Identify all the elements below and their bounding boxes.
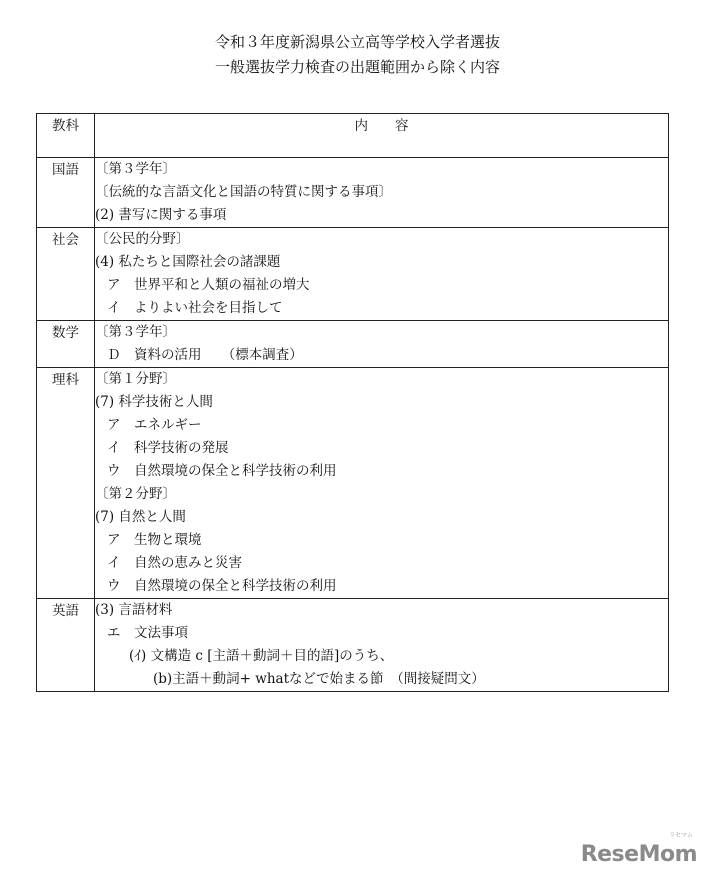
- content-line: エ 文法事項: [107, 625, 188, 641]
- content-line: (7) 自然と人間: [95, 509, 186, 525]
- content-line: イ 自然の恵みと災害: [107, 555, 242, 571]
- content-line: (4) 私たちと国際社会の諸課題: [95, 254, 281, 270]
- table-row-english: [37, 599, 669, 692]
- subject-cell: 数学: [37, 321, 95, 368]
- content-cell: [95, 321, 669, 368]
- content-cell: [95, 368, 669, 599]
- content-line: イ よりよい社会を目指して: [107, 300, 283, 316]
- table-row-science: [37, 368, 669, 599]
- content-line: (ｲ) 文構造 c [主語＋動詞＋目的語]のうち、: [129, 648, 394, 664]
- content-line: 〔第３学年〕: [95, 324, 176, 340]
- table-row-social-studies: [37, 228, 669, 321]
- content-line: (2) 書写に関する事項: [95, 207, 227, 223]
- content-line: ウ 自然環境の保全と科学技術の利用: [107, 463, 337, 479]
- subject-cell: 英語: [37, 599, 95, 692]
- content-line: ウ 自然環境の保全と科学技術の利用: [107, 578, 337, 594]
- subject-cell: 理科: [37, 368, 95, 599]
- table-row-math: [37, 321, 669, 368]
- content-line: (3) 言語材料: [95, 602, 173, 618]
- table-header-row: [37, 114, 669, 158]
- subject-cell: 国語: [37, 158, 95, 228]
- content-cell: [95, 158, 669, 228]
- document-title-line2: 一般選抜学力検査の出題範囲から除く内容: [214, 58, 500, 76]
- subject-cell: 社会: [37, 228, 95, 321]
- excluded-content-table: [36, 113, 669, 692]
- logo-subtitle: リセマム: [669, 832, 693, 839]
- content-line: 〔公民的分野〕: [95, 231, 190, 247]
- table-row-japanese: [37, 158, 669, 228]
- header-content: 内 容: [95, 114, 669, 158]
- content-line: (7) 科学技術と人間: [95, 394, 213, 410]
- header-subject: 教科: [37, 114, 95, 158]
- content-line: ア 生物と環境: [107, 532, 202, 548]
- content-line: イ 科学技術の発展: [107, 440, 229, 456]
- content-line: ア 世界平和と人類の福祉の増大: [107, 277, 310, 293]
- content-cell: [95, 599, 669, 692]
- content-line: 〔第２分野〕: [95, 486, 176, 502]
- content-line: 〔伝統的な言語文化と国語の特質に関する事項〕: [95, 184, 392, 200]
- content-cell: [95, 228, 669, 321]
- content-line: 〔第３学年〕: [95, 161, 176, 177]
- content-line: (b)主語＋動詞+ whatなどで始まる節 （間接疑問文）: [153, 671, 485, 687]
- content-line: ア エネルギー: [107, 417, 202, 433]
- content-line: Ｄ 資料の活用 （標本調査）: [107, 347, 303, 363]
- resemom-logo: ReseMom: [580, 842, 697, 867]
- content-line: 〔第１分野〕: [95, 371, 176, 387]
- document-title-line1: 令和３年度新潟県公立高等学校入学者選抜: [214, 33, 500, 51]
